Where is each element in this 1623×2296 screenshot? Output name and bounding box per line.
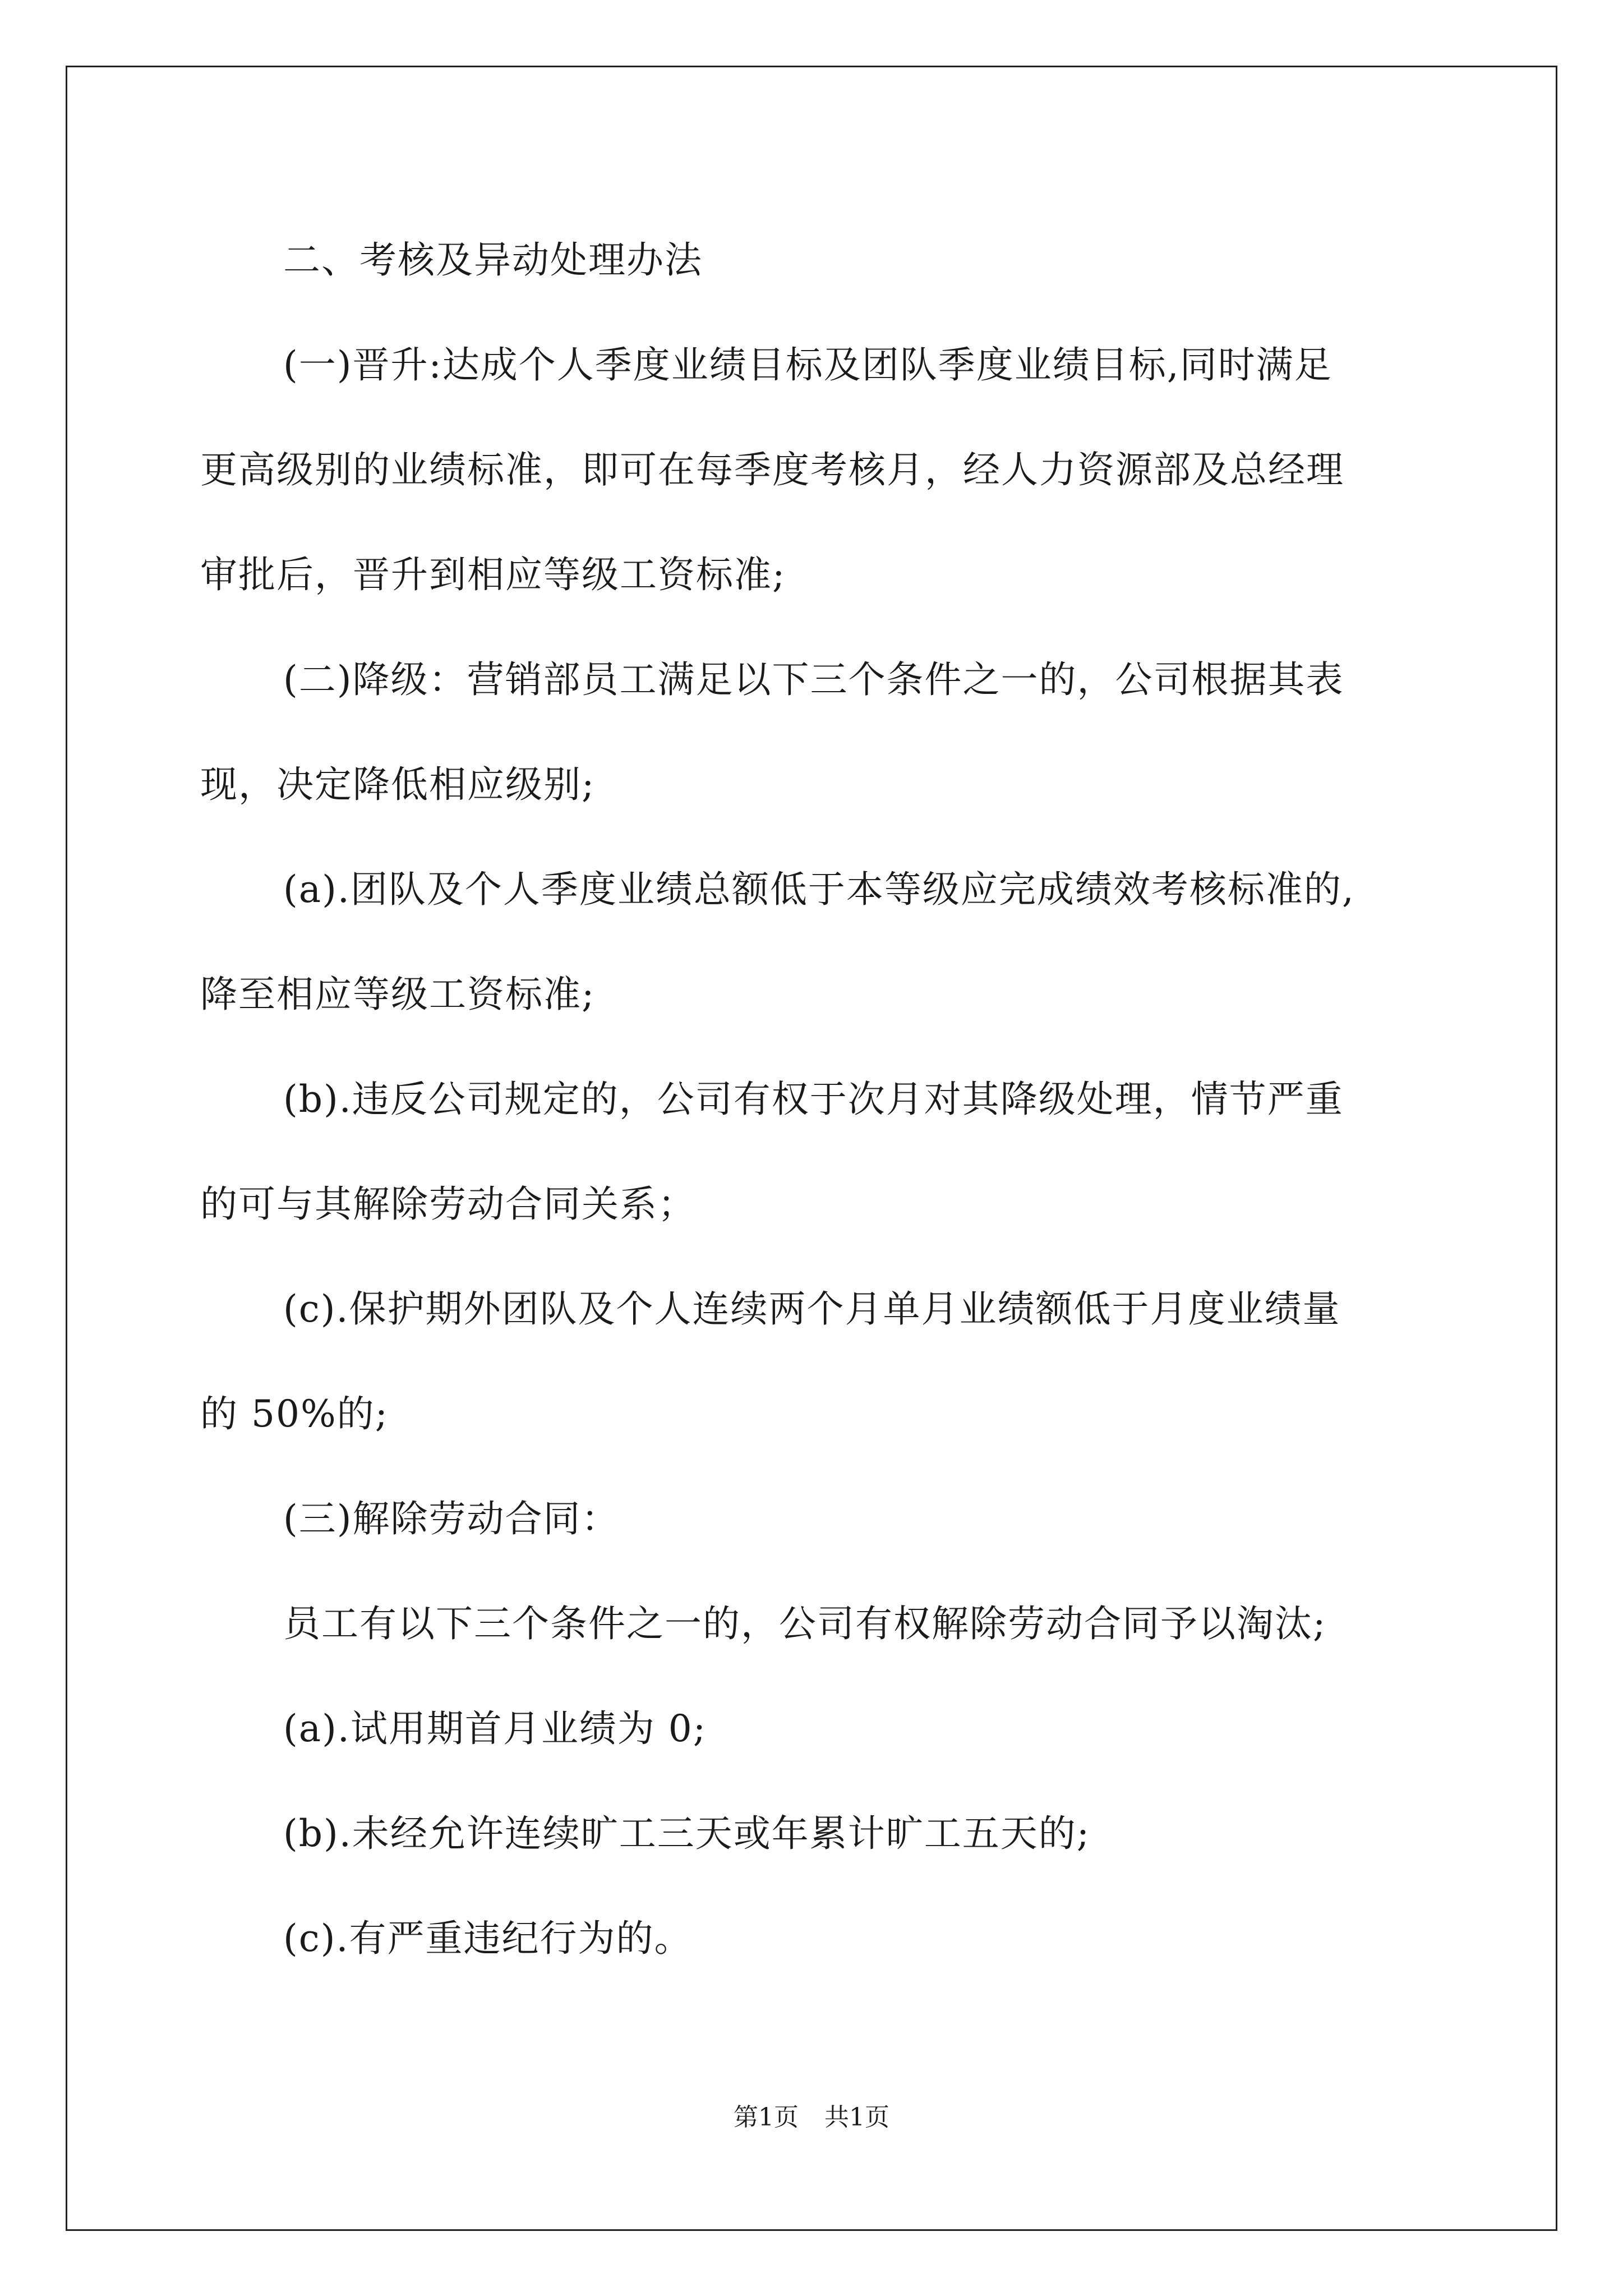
page-footer (0, 2101, 1623, 2134)
paragraph-line: 的 50%的; (200, 1392, 389, 1435)
paragraph-line: (a).试用期首月业绩为 0; (283, 1707, 707, 1750)
paragraph-line: 降至相应等级工资标准; (200, 973, 596, 1016)
paragraph-line: (三)解除劳动合同： (283, 1497, 620, 1540)
page-number-total: 共1页 (824, 2103, 889, 2132)
paragraph-line: 审批后，晋升到相应等级工资标准; (200, 553, 786, 596)
page-number-current: 第1页 (734, 2103, 799, 2132)
paragraph-line: 现，决定降低相应级别; (200, 763, 596, 806)
paragraph-line: 的可与其解除劳动合同关系； (200, 1182, 696, 1226)
paragraph-line: 更高级别的业绩标准，即可在每季度考核月，经人力资源部及总经理 (200, 448, 1344, 491)
paragraph-line: (c).有严重违纪行为的。 (283, 1917, 693, 1960)
paragraph-line: 员工有以下三个条件之一的，公司有权解除劳动合同予以淘汰; (283, 1602, 1327, 1645)
paragraph-line: (c).保护期外团队及个人连续两个月单月业绩额低于月度业绩量 (283, 1287, 1341, 1331)
paragraph-line: (a).团队及个人季度业绩总额低于本等级应完成绩效考核标准的, (283, 868, 1355, 911)
paragraph-line: (b).违反公司规定的，公司有权于次月对其降级处理，情节严重 (283, 1078, 1344, 1121)
paragraph-line: (b).未经允许连续旷工三天或年累计旷工五天的; (283, 1812, 1090, 1855)
paragraph-line: (一)晋升:达成个人季度业绩目标及团队季度业绩目标,同时满足 (283, 343, 1332, 386)
section-heading: 二、考核及异动处理办法 (283, 238, 703, 282)
paragraph-line: (二)降级：营销部员工满足以下三个条件之一的，公司根据其表 (283, 658, 1344, 701)
document-body (200, 208, 1428, 1991)
